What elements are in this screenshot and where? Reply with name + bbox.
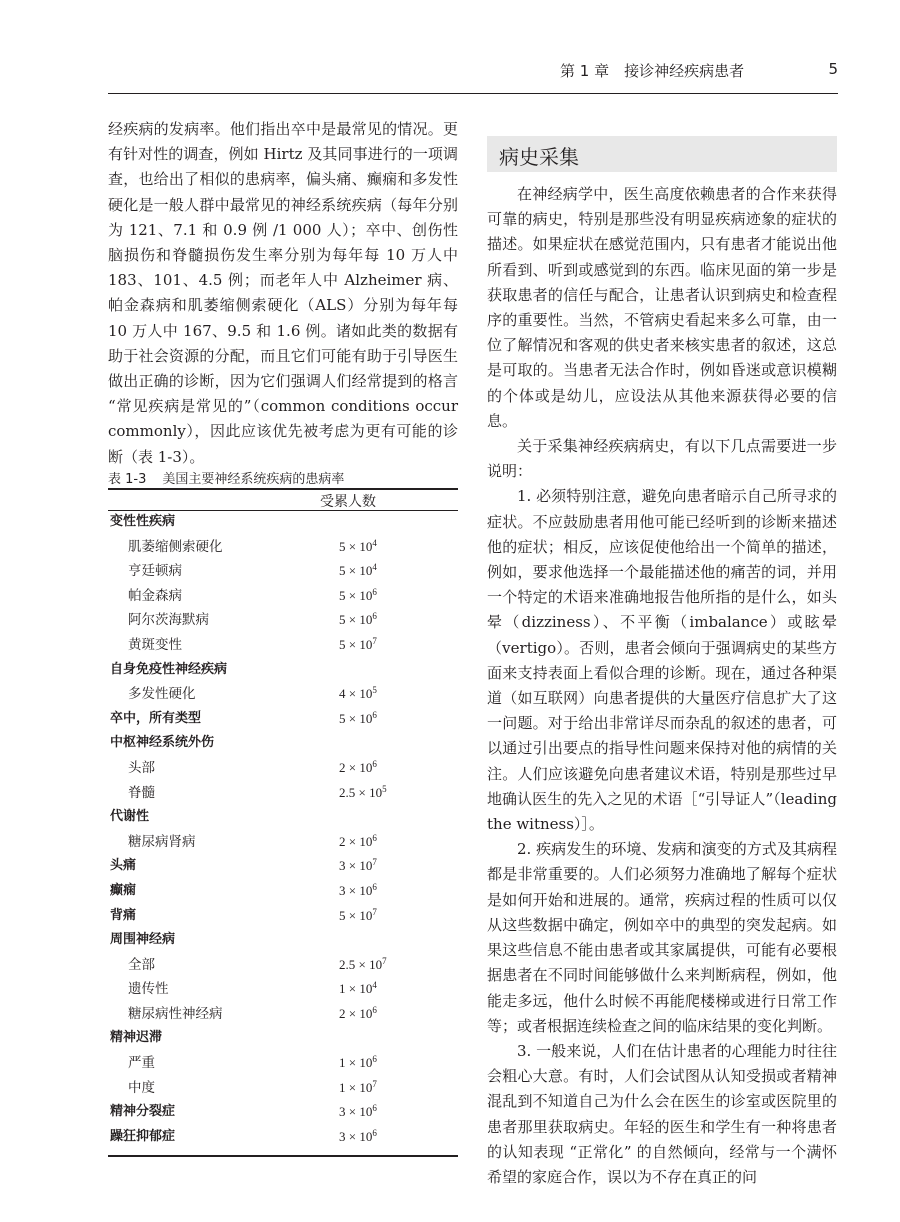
value-exponent: 6 — [372, 832, 377, 843]
table-row-label: 严重 — [128, 1055, 155, 1072]
value-exponent: 6 — [372, 586, 377, 597]
table-row-label: 癫痫 — [110, 882, 137, 898]
table-row-label: 自身免疫性神经疾病 — [110, 661, 228, 677]
table-row-label: 周围神经病 — [110, 932, 176, 948]
page-number: 5 — [828, 60, 838, 78]
table-row-label: 脊髓 — [128, 784, 155, 801]
table-row — [108, 928, 458, 953]
table-bottom-rule — [108, 1155, 458, 1157]
table-row-label: 躁狂抑郁症 — [110, 1128, 176, 1144]
table-row-label: 帕金森病 — [128, 587, 182, 604]
table-row-value — [339, 707, 377, 732]
table-row-label: 中度 — [128, 1079, 155, 1096]
table-row-label: 代谢性 — [110, 809, 150, 825]
table-row-value — [339, 559, 377, 584]
value-mantissa: 3 × 10 — [339, 882, 373, 898]
value-exponent: 4 — [372, 980, 377, 991]
table-row — [108, 953, 458, 978]
table-row-value — [339, 682, 377, 707]
value-mantissa: 5 × 10 — [339, 710, 373, 726]
table-row — [108, 658, 458, 683]
table-row — [108, 707, 458, 732]
table-row-value — [339, 584, 377, 609]
value-exponent: 5 — [382, 783, 387, 794]
value-exponent: 6 — [372, 1004, 377, 1015]
table-row-value — [339, 608, 377, 633]
value-mantissa: 1 × 10 — [339, 1055, 373, 1071]
table-row-label: 遗传性 — [128, 981, 169, 998]
table-row — [108, 1125, 458, 1150]
table-row-label: 亨廷顿病 — [128, 563, 182, 580]
value-mantissa: 3 × 10 — [339, 858, 373, 874]
value-exponent: 6 — [372, 881, 377, 892]
table-row — [108, 731, 458, 756]
value-exponent: 7 — [372, 635, 377, 646]
running-header-chapter: 第 1 章 接诊神经疾病患者 — [560, 62, 745, 80]
table-row-label: 糖尿病性神经病 — [128, 1005, 223, 1022]
table-row-label: 头部 — [128, 759, 155, 776]
value-mantissa: 4 × 10 — [339, 686, 373, 702]
value-exponent: 6 — [372, 758, 377, 769]
value-exponent: 7 — [372, 906, 377, 917]
paragraph: 关于采集神经疾病病史，有以下几点需要进一步说明： — [487, 437, 837, 481]
table-row-label: 变性性疾病 — [110, 514, 176, 529]
table-row — [108, 1002, 458, 1027]
list-paragraph: 3. 一般来说，人们在估计患者的心理能力时往往会粗心大意。有时，人们会试图从认知受损或者精神混乱到不知道自己为什么会在医生的诊室或医院里的患者那里获取病史。年轻的医生和学生有一种将患者的认知表现 “正常化” 的自然倾向，经常与一个满怀希望的家庭合作，误以为不存在真正的问 — [487, 1041, 837, 1186]
value-mantissa: 5 × 10 — [339, 563, 373, 579]
section-title: 病史采集 — [499, 145, 579, 169]
table-row-label: 中枢神经系统外伤 — [110, 735, 215, 751]
value-exponent: 4 — [372, 562, 377, 573]
value-mantissa: 2 × 10 — [339, 759, 373, 775]
table-row — [108, 633, 458, 658]
table-row-value — [339, 756, 377, 781]
table-row — [108, 781, 458, 806]
value-exponent: 5 — [372, 685, 377, 696]
right-column — [487, 182, 837, 1190]
value-exponent: 6 — [372, 1054, 377, 1065]
table-caption — [108, 468, 458, 487]
table-row-value — [339, 977, 377, 1002]
table-row-label: 卒中，所有类型 — [110, 710, 202, 726]
value-mantissa: 1 × 10 — [339, 981, 373, 997]
value-mantissa: 1 × 10 — [339, 1079, 373, 1095]
value-exponent: 6 — [372, 1103, 377, 1114]
table-row — [108, 904, 458, 929]
table-row-label: 头痛 — [110, 858, 137, 874]
value-exponent: 6 — [372, 1127, 377, 1138]
table-row-label: 全部 — [128, 956, 155, 973]
table-row-label: 精神迟滞 — [110, 1030, 163, 1046]
table-row — [108, 1076, 458, 1101]
table-row-value — [339, 953, 387, 978]
paragraph: 在神经病学中，医生高度依赖患者的合作来获得可靠的病史，特别是那些没有明显疾病迹象的症状的描述。如果症状在感觉范围内，只有患者才能说出他所看到、听到或感觉到的东西。临床见面的第一步是获取患者的信任与配合，让患者认识到病史和检查程序的重要性。当然，不管病史看起来多么可靠，由一位了解情况和客观的供史者来核实患者的叙述，这总是可取的。当患者无法合作时，例如昏迷或意识模糊的个体或是幼儿，应设法从其他来源获得必要的信息。 — [487, 185, 837, 430]
table-row-label: 阿尔茨海默病 — [128, 612, 209, 629]
table-row-value — [339, 1051, 377, 1076]
value-mantissa: 5 × 10 — [339, 636, 373, 652]
table-caption-title: 美国主要神经系统疾病的患病率 — [162, 472, 345, 487]
table-row — [108, 608, 458, 633]
table-row-value — [339, 535, 377, 560]
table-row-label: 多发性硬化 — [128, 686, 196, 703]
table-row — [108, 584, 458, 609]
table-row-label: 肌萎缩侧索硬化 — [128, 538, 223, 555]
table-row-label: 糖尿病肾病 — [128, 833, 196, 850]
value-mantissa: 5 × 10 — [339, 612, 373, 628]
table-row-value — [339, 1100, 377, 1125]
table-row-value — [339, 633, 377, 658]
table-row-value — [339, 904, 377, 929]
value-exponent: 6 — [372, 709, 377, 720]
table-row — [108, 535, 458, 560]
value-exponent: 7 — [382, 955, 387, 966]
value-mantissa: 3 × 10 — [339, 1128, 373, 1144]
value-exponent: 6 — [372, 611, 377, 622]
value-mantissa: 5 × 10 — [339, 587, 373, 603]
table-row — [108, 1100, 458, 1125]
list-paragraph: 2. 疾病发生的环境、发病和演变的方式及其病程都是非常重要的。人们必须努力准确地了解每个症状是如何开始和进展的。通常，疾病过程的性质可以仅从这些数据中确定，例如卒中的典型的突发起病。如果这些信息不能由患者或其家属提供，可能有必要根据患者在不同时间能够做什么来判断病程，例如，他能走多远，他什么时候不再能爬楼梯或进行日常工作等；或者根据连续检查之间的临床结果的变化判断。 — [487, 840, 837, 1035]
list-paragraph: 1. 必须特别注意，避免向患者暗示自己所寻求的症状。不应鼓励患者用他可能已经听到的诊断来描述他的症状；相反，应该促使他给出一个简单的描述，例如，要求他选择一个最能描述他的痛苦的词，并用一个特定的术语来准确地报告他所指的是什么，如头晕（dizziness）、不平衡（imbalance）或眩晕（vertigo）。否则，患者会倾向于强调病史的某些方面来支持表面上看似合理的诊断。现在，通过各种渠道（如互联网）向患者提供的大量医疗信息扩大了这一问题。对于给出非常详尽而杂乱的叙述的患者，可以通过引出要点的指导性问题来保持对他的病情的关注。人们应该避免向患者建议术语，特别是那些过早地确认医生的先入之见的术语［“引导证人”（leading the witness）］。 — [487, 487, 837, 834]
section-heading-box — [487, 136, 837, 172]
value-mantissa: 2.5 × 10 — [339, 784, 383, 800]
table-row — [108, 854, 458, 879]
table-row — [108, 682, 458, 707]
table-row-value — [339, 854, 377, 879]
left-column — [108, 117, 458, 470]
table-caption-number: 表 1-3 — [108, 472, 147, 487]
value-mantissa: 5 × 10 — [339, 538, 373, 554]
value-exponent: 4 — [372, 537, 377, 548]
table-row-value — [339, 879, 377, 904]
value-mantissa: 3 × 10 — [339, 1104, 373, 1120]
table-row-label: 黄斑变性 — [128, 636, 182, 653]
table-row — [108, 1051, 458, 1076]
value-mantissa: 2 × 10 — [339, 1005, 373, 1021]
header-rule — [108, 93, 838, 94]
value-mantissa: 2 × 10 — [339, 833, 373, 849]
table-row — [108, 756, 458, 781]
table-row-value — [339, 1076, 377, 1101]
table-top-rule — [108, 488, 458, 490]
left-paragraph: 经疾病的发病率。他们指出卒中是最常见的情况。更有针对性的调查，例如 Hirtz 及其同事进行的一项调查，也给出了相似的患病率，偏头痛、癫痫和多发性硬化是一般人群中最常见的神经系统疾病（每年分别为 121、7.1 和 0.9 例 /1 000 人）；卒中、创伤性脑损伤和脊髓损伤发生率分别为每年每 10 万人中 183、101、4.5 例；而老年人中 Alzheimer 病、帕金森病和肌萎缩侧索硬化（ALS）分别为每年每 10 万人中 167、9.5 和 1.6 例。诸如此类的数据有助于社会资源的分配，而且它们可能有助于引导医生做出正确的诊断，因为它们强调人们经常提到的格言 “常见疾病是常见的”（common conditions occur commonly），因此应该优先被考虑为更有可能的诊断（表 1-3）。 — [108, 120, 458, 466]
value-mantissa: 2.5 × 10 — [339, 956, 383, 972]
table-body — [108, 510, 458, 1149]
table-row — [108, 510, 458, 535]
table-row — [108, 830, 458, 855]
value-exponent: 7 — [372, 857, 377, 868]
table-row-value — [339, 1002, 377, 1027]
table-row-value — [339, 830, 377, 855]
table-row — [108, 559, 458, 584]
table-row — [108, 1026, 458, 1051]
table-row — [108, 977, 458, 1002]
value-exponent: 7 — [372, 1078, 377, 1089]
table-row-label: 背痛 — [110, 907, 137, 923]
table-row-value — [339, 781, 387, 806]
table-row — [108, 879, 458, 904]
value-mantissa: 5 × 10 — [339, 907, 373, 923]
table-column-header: 受累人数 — [320, 494, 376, 510]
table-row-value — [339, 1125, 377, 1150]
table-row-label: 精神分裂症 — [110, 1104, 176, 1120]
table-row — [108, 805, 458, 830]
